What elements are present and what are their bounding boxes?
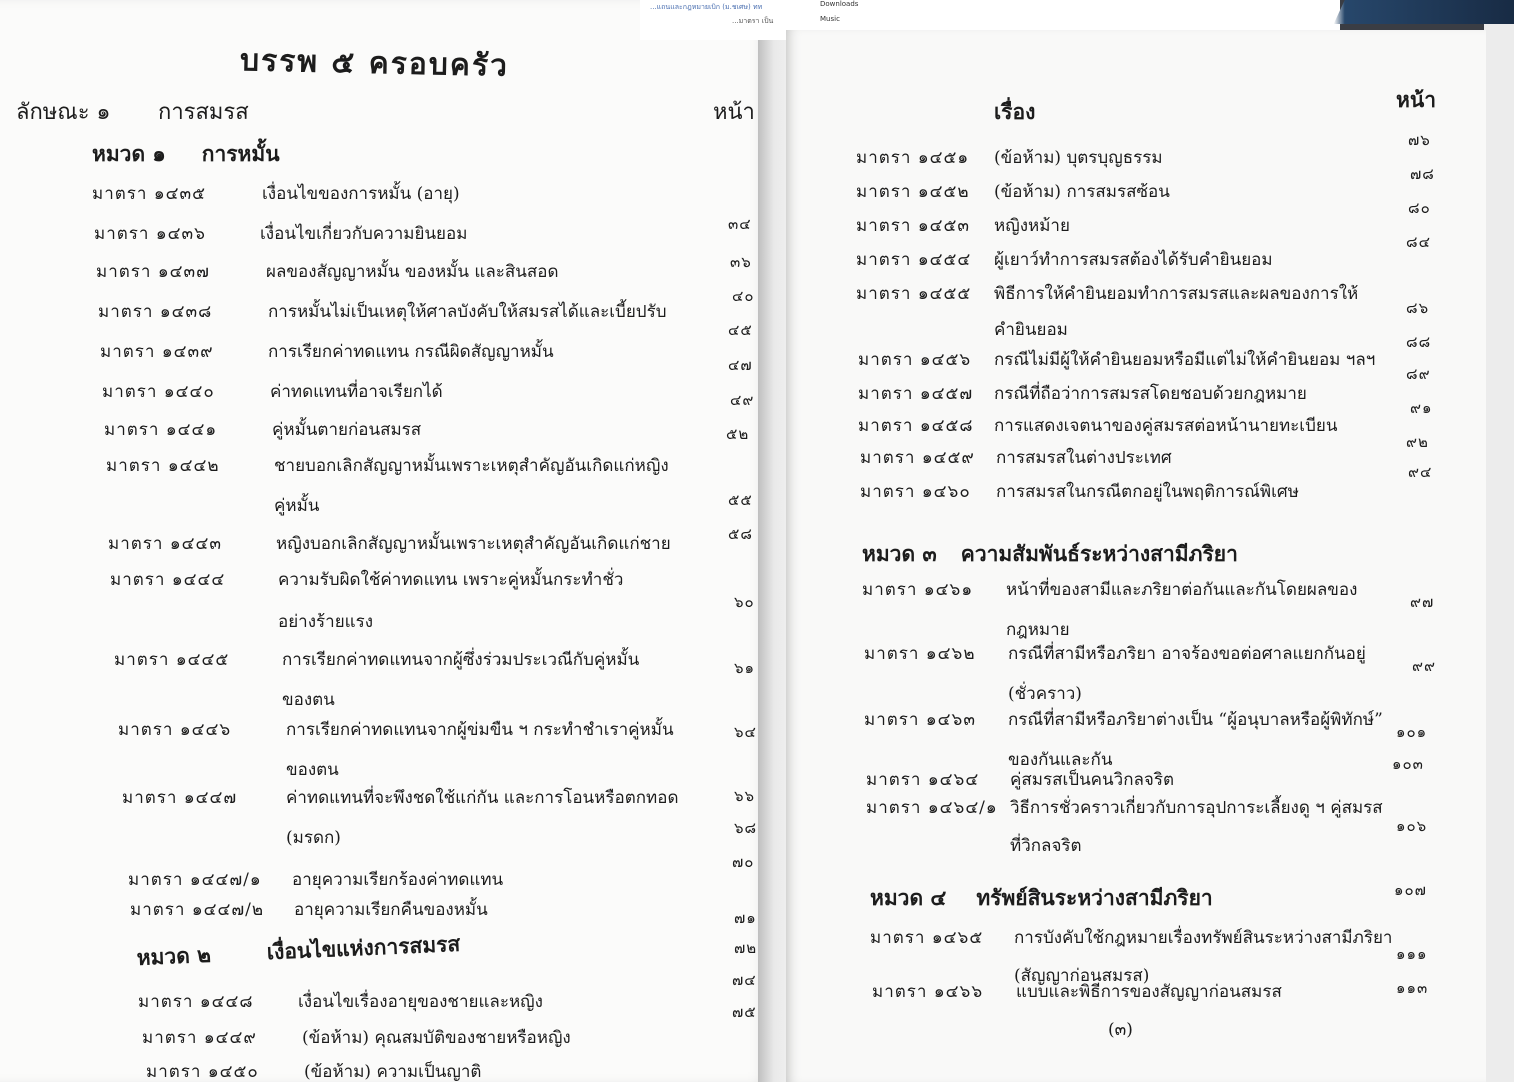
chapter-label: หมวด ๓ [862,541,937,566]
page-number: ๕๘ [728,525,753,543]
section-title: อายุความเรียกร้องค่าทดแทน [292,870,504,890]
page-number: ๑๐๖ [1396,817,1428,835]
section-title: (ข้อห้าม) ความเป็นญาติ [304,1062,482,1082]
part-label: ลักษณะ ๑ [16,100,111,125]
section-number: มาตรา ๑๔๕๗ [858,384,974,404]
page-number: ๘๐ [1408,199,1431,217]
section-title: การเรียกค่าทดแทน กรณีผิดสัญญาหมั้น [268,342,554,362]
section-title: การสมรสในต่างประเทศ [996,448,1172,468]
section-title: เงื่อนไขเรื่องอายุของชายและหญิง [298,992,543,1012]
page-number: ๗๘ [1410,165,1435,183]
section-number: มาตรา ๑๔๕๐ [146,1062,259,1082]
section-title-continued: (สัญญาก่อนสมรส) [1014,966,1150,986]
section-number: มาตรา ๑๔๖๐ [860,482,971,502]
page-number: ๓๔ [728,215,752,233]
section-title: ค่าทดแทนที่จะพึงชดใช้แก่กัน และการโอนหรือตกทอด [286,788,679,808]
section-title: การสมรสในกรณีตกอยู่ในพฤติการณ์พิเศษ [996,482,1299,502]
chapter-label: หมวด ๔ [870,885,947,910]
page-number: ๗๑ [734,909,757,927]
desktop-corner [1330,0,1514,24]
part-name: การสมรส [158,100,249,125]
section-number: มาตรา ๑๔๔๙ [142,1028,257,1048]
page-number: ๔๕ [728,321,753,339]
page-number: ๗๔ [732,971,757,989]
chapter-heading-2 [136,928,461,975]
section-title: กรณีที่สามีหรือภริยา อาจร้องขอต่อศาลแยกกันอยู่ [1008,644,1366,664]
section-number: มาตรา ๑๔๕๖ [858,350,972,370]
section-number: มาตรา ๑๔๖๔ [866,770,980,790]
chapter-label: หมวด ๒ [136,941,212,970]
page-number: ๖๔ [734,723,757,741]
section-title: วิธีการชั่วคราวเกี่ยวกับการอุปการะเลี้ยงดู ฯ คู่สมรส [1010,798,1383,818]
chapter-heading-4 [870,882,1213,915]
section-number: มาตรา ๑๔๖๕ [870,928,984,948]
section-title: หน้าที่ของสามีและภริยาต่อกันและกันโดยผลของ [1006,580,1358,600]
section-number: มาตรา ๑๔๓๗ [96,262,210,282]
section-title: คู่สมรสเป็นคนวิกลจริต [1010,770,1175,790]
section-number: มาตรา ๑๔๖๔/๑ [866,798,998,818]
section-title: แบบและพิธีการของสัญญาก่อนสมรส [1016,982,1282,1002]
explorer-fragment-text: ...มาตรา เป็น [732,17,774,25]
section-number: มาตรา ๑๔๕๘ [858,416,974,436]
page-number: ๖๘ [734,819,758,837]
section-number: มาตรา ๑๔๔๗/๑ [128,870,262,890]
chapter-label: หมวด ๑ [92,141,166,166]
section-number: มาตรา ๑๔๔๗ [122,788,238,808]
page-number: ๙๗ [1410,593,1435,611]
page-number: ๙๒ [1406,433,1429,451]
book-title: บรรพ ๕ ครอบครัว [239,43,510,84]
page-number: ๑๐๑ [1396,723,1428,741]
section-number: มาตรา ๑๔๕๕ [856,284,972,304]
section-title: กรณีไม่มีผู้ให้คำยินยอมหรือมีแต่ไม่ให้คำยินยอม ฯลฯ [994,350,1376,370]
section-number: มาตรา ๑๔๔๘ [138,992,254,1012]
section-number: มาตรา ๑๔๔๖ [118,720,232,740]
section-title: (ข้อห้าม) การสมรสซ้อน [994,182,1170,202]
page-number: ๔๙ [730,391,755,409]
page-footer-number: (๓) [1108,1020,1133,1040]
section-number: มาตรา ๑๔๕๓ [856,216,971,236]
music-link[interactable]: Music [820,15,840,23]
page-number: ๑๐๗ [1394,881,1427,899]
chapter-name: ความสัมพันธ์ระหว่างสามีภริยา [960,541,1238,566]
page-number: ๔๐ [732,287,755,305]
section-title: อายุความเรียกคืนของหมั้น [294,900,488,920]
page-number: ๘๖ [1406,299,1430,317]
section-number: มาตรา ๑๔๔๐ [102,382,215,402]
section-number: มาตรา ๑๔๕๙ [860,448,975,468]
section-title: กรณีที่ถือว่าการสมรสโดยชอบด้วยกฎหมาย [994,384,1307,404]
section-title: การแสดงเจตนาของคู่สมรสต่อหน้านายทะเบียน [994,416,1338,436]
section-title: ผลของสัญญาหมั้น ของหมั้น และสินสอด [266,262,559,282]
page-number: ๑๐๓ [1392,755,1424,773]
page-column-header: หน้า [713,100,755,125]
page-number: ๑๑๑ [1396,945,1428,963]
page-number: ๕๒ [726,425,750,443]
page-number: ๗๕ [732,1003,757,1021]
page-edge [1484,0,1514,1082]
section-title: เงื่อนไขของการหมั้น (อายุ) [262,184,460,204]
section-title: การเรียกค่าทดแทนจากผู้ข่มขืน ฯ กระทำชำเราคู่หมั้น [286,720,674,740]
page-number: ๖๑ [734,659,756,677]
page-number: ๔๗ [728,356,753,374]
section-number: มาตรา ๑๔๔๑ [104,420,218,440]
section-number: มาตรา ๑๔๕๒ [856,182,970,202]
section-title: หญิงหม้าย [994,216,1070,236]
page-number: ๙๑ [1410,399,1433,417]
section-title: พิธีการให้คำยินยอมทำการสมรสและผลของการให้ [994,284,1359,304]
downloads-link[interactable]: Downloads [820,0,859,8]
page-number: ๓๖ [730,253,752,271]
section-title: (ข้อห้าม) บุตรบุญธรรม [994,148,1163,168]
section-number: มาตรา ๑๔๓๙ [100,342,214,362]
section-title: ชายบอกเลิกสัญญาหมั้นเพราะเหตุสำคัญอันเกิดแก่หญิง [274,456,669,476]
section-title: การหมั้นไม่เป็นเหตุให้ศาลบังคับให้สมรสได้และเบี้ยปรับ [268,302,667,322]
page-number: ๙๙ [1412,657,1436,675]
page-number: ๗๐ [732,853,755,871]
section-title-continued: คู่หมั้น [274,496,320,516]
section-title: การบังคับใช้กฎหมายเรื่องทรัพย์สินระหว่างสามีภริยา [1014,928,1393,948]
section-number: มาตรา ๑๔๔๔ [110,570,226,590]
section-number: มาตรา ๑๔๓๖ [94,224,206,244]
chapter-name: เงื่อนไขแห่งการสมรส [266,930,461,965]
section-title-continued: ของกันและกัน [1008,750,1113,770]
section-title: หญิงบอกเลิกสัญญาหมั้นเพราะเหตุสำคัญอันเกิดแก่ชาย [276,534,671,554]
section-number: มาตรา ๑๔๓๕ [92,184,207,204]
page-number: ๖๐ [734,593,755,611]
page-column-header: หน้า [1396,87,1436,112]
section-number: มาตรา ๑๔๖๖ [872,982,984,1002]
section-number: มาตรา ๑๔๔๗/๒ [130,900,265,920]
section-title: (ข้อห้าม) คุณสมบัติของชายหรือหญิง [302,1028,571,1048]
right-page [786,30,1486,1082]
section-title: ค่าทดแทนที่อาจเรียกได้ [270,382,443,402]
section-title: เงื่อนไขเกี่ยวกับความยินยอม [260,224,468,244]
section-title: ผู้เยาว์ทำการสมรสต้องได้รับคำยินยอม [994,250,1273,270]
section-title: การเรียกค่าทดแทนจากผู้ซึ่งร่วมประเวณีกับคู่หมั้น [282,650,640,670]
section-title-continued: ของตน [286,760,339,780]
section-title-continued: (ชั่วคราว) [1008,684,1082,704]
page-number: ๑๑๓ [1396,979,1429,997]
section-title-continued: ที่วิกลจริต [1010,836,1082,856]
subject-column-header: เรื่อง [994,99,1036,124]
page-number: ๖๖ [734,787,756,805]
section-number: มาตรา ๑๔๖๓ [864,710,976,730]
section-number: มาตรา ๑๔๕๔ [856,250,972,270]
page-number: ๙๔ [1408,463,1433,481]
section-title: ความรับผิดใช้ค่าทดแทน เพราะคู่หมั้นกระทำชั่ว [278,570,624,590]
page-number: ๗๒ [734,939,758,957]
section-title-continued: (มรดก) [286,828,341,848]
section-title: กรณีที่สามีหรือภริยาต่างเป็น “ผู้อนุบาลหรือผู้พิทักษ์” [1008,710,1383,730]
section-number: มาตรา ๑๔๔๕ [114,650,230,670]
section-number: มาตรา ๑๔๖๒ [864,644,976,664]
chapter-heading-3 [862,538,1238,571]
section-title-continued: อย่างร้ายแรง [278,612,374,632]
section-title-continued: คำยินยอม [994,320,1068,340]
chapter-name: ทรัพย์สินระหว่างสามีภริยา [976,885,1213,910]
page-number: ๗๖ [1408,131,1431,149]
section-title: คู่หมั้นตายก่อนสมรส [272,420,422,440]
explorer-fragment-text: ...แถนและกฎหมายเบิก (ม.ชเศษ) ทท [650,3,763,11]
chapter-heading-1 [92,138,280,171]
page-number: ๕๕ [728,491,753,509]
section-number: มาตรา ๑๔๔๓ [108,534,223,554]
section-number: มาตรา ๑๔๓๘ [98,302,213,322]
chapter-name: การหมั้น [201,141,280,166]
page-number: ๘๙ [1406,365,1431,383]
page-number: ๘๔ [1406,233,1431,251]
page-number: ๘๘ [1406,333,1432,351]
section-number: มาตรา ๑๔๕๑ [856,148,970,168]
section-title-continued: กฎหมาย [1006,620,1070,640]
section-number: มาตรา ๑๔๔๒ [106,456,220,476]
section-number: มาตรา ๑๔๖๑ [862,580,974,600]
section-title-continued: ของตน [282,690,335,710]
